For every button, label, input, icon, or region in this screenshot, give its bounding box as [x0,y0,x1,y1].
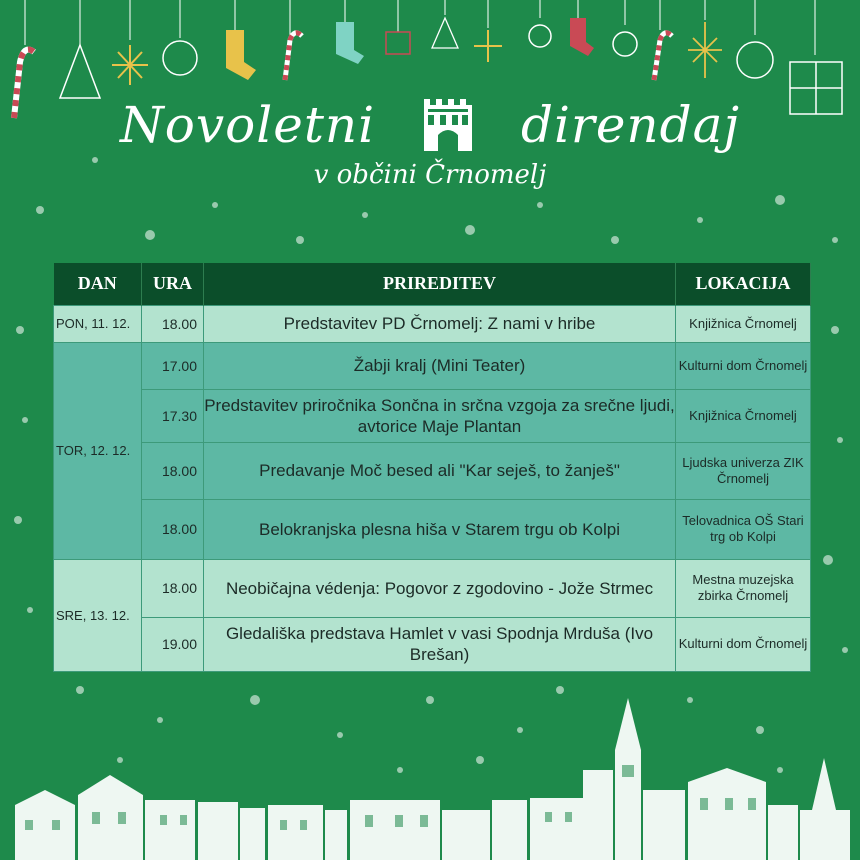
time-cell: 18.00 [142,442,204,499]
time-cell: 19.00 [142,617,204,671]
day-cell: PON, 11. 12. [54,305,142,342]
time-cell: 18.00 [142,559,204,617]
table-row [54,342,811,389]
event-cell: Predstavitev priročnika Sončna in srčna vzgoja za srečne ljudi, avtorice Maje Plantan [204,389,676,442]
day-cell: TOR, 12. 12. [54,342,142,559]
title-right-word: direndaj [520,96,740,154]
header-event: PRIREDITEV [204,263,676,305]
poster-subtitle: v občini Črnomelj [313,160,547,190]
events-schedule-table [53,263,811,672]
event-cell: Žabji kralj (Mini Teater) [204,342,676,389]
location-cell: Knjižnica Črnomelj [676,305,811,342]
table-row [54,442,811,499]
event-cell: Belokranjska plesna hiša v Starem trgu ob Kolpi [204,499,676,559]
header-time: URA [142,263,204,305]
location-cell: Mestna muzejska zbirka Črnomelj [676,559,811,617]
table-row [54,499,811,559]
town-skyline-decoration [0,690,860,860]
header-day: DAN [54,263,142,305]
location-cell: Ljudska univerza ZIK Črnomelj [676,442,811,499]
event-cell: Predstavitev PD Črnomelj: Z nami v hribe [204,305,676,342]
table-row [54,559,811,617]
header-location: LOKACIJA [676,263,811,305]
location-cell: Knjižnica Črnomelj [676,389,811,442]
time-cell: 18.00 [142,305,204,342]
title-left-word: Novoletni [120,96,376,154]
time-cell: 18.00 [142,499,204,559]
day-cell: SRE, 13. 12. [54,559,142,671]
table-header-row [54,263,811,305]
location-cell: Kulturni dom Črnomelj [676,617,811,671]
time-cell: 17.00 [142,342,204,389]
event-cell: Predavanje Moč besed ali "Kar seješ, to žanješ" [204,442,676,499]
location-cell: Kulturni dom Črnomelj [676,342,811,389]
table-row [54,389,811,442]
time-cell: 17.30 [142,389,204,442]
table-row [54,305,811,342]
event-cell: Gledališka predstava Hamlet v vasi Spodnja Mrduša (Ivo Brešan) [204,617,676,671]
table-row [54,617,811,671]
location-cell: Telovadnica OŠ Stari trg ob Kolpi [676,499,811,559]
castle-tower-icon [422,97,474,153]
event-cell: Neobičajna védenja: Pogovor z zgodovino - Jože Strmec [204,559,676,617]
